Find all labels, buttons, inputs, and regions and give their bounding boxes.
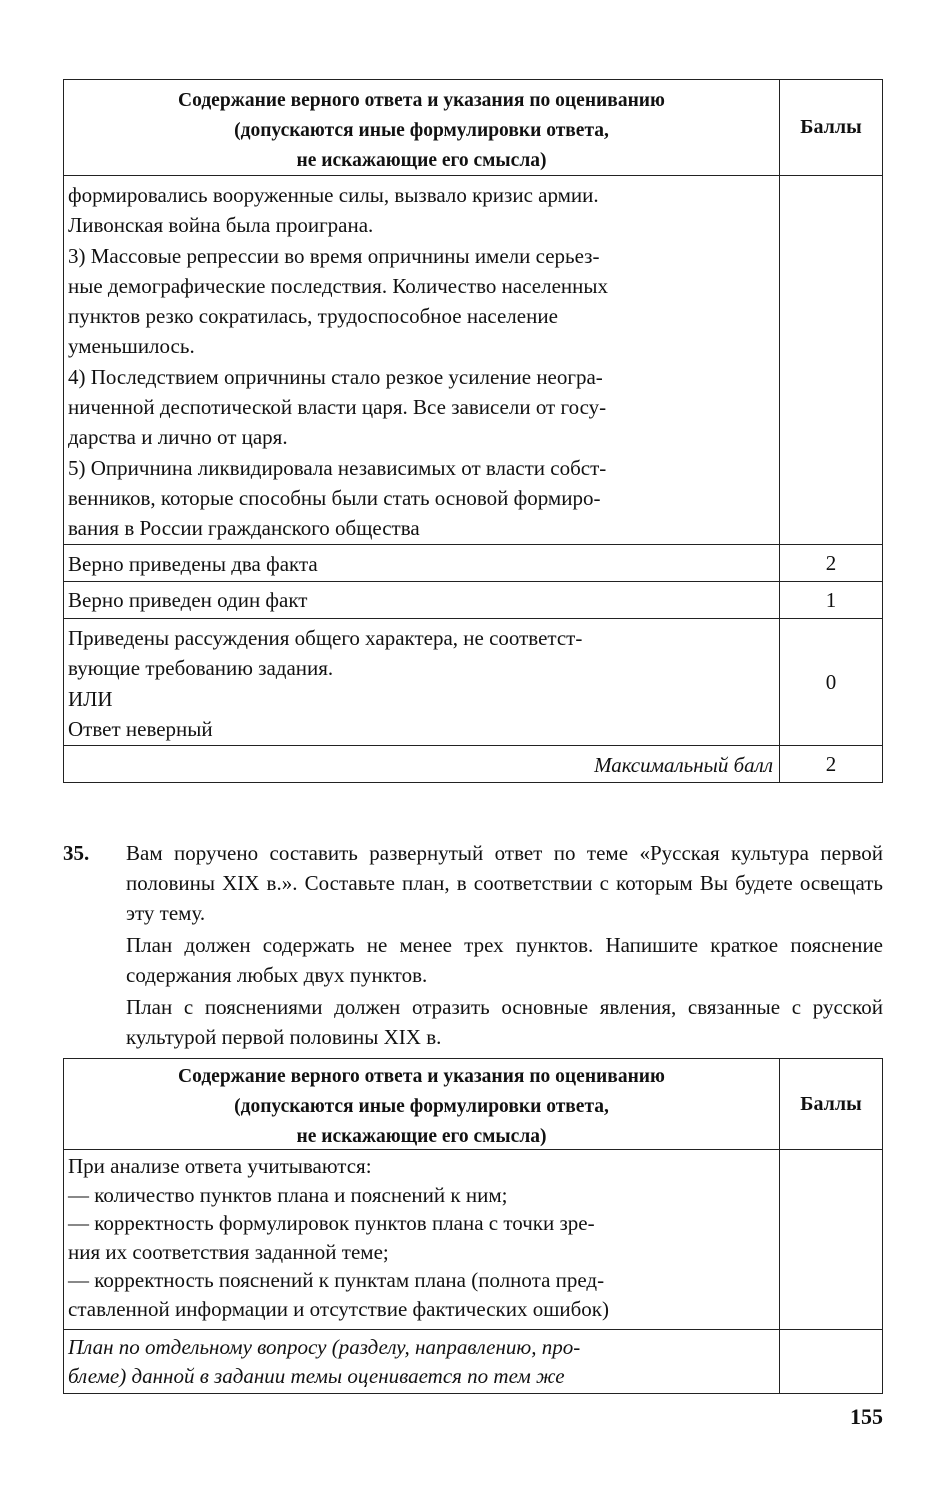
task-body — [126, 838, 883, 1052]
text-line: При анализе ответа учитываются: — [68, 1154, 372, 1178]
text-line: ниченной деспотической власти царя. Все зависели от госу- — [68, 395, 607, 420]
text-line: 4) Последствием опричнины стало резкое усиление неогра- — [68, 364, 603, 389]
header-line: Содержание верного ответа и указания по оцениванию — [178, 1066, 665, 1087]
task-paragraph: План с пояснениями должен отразить основные явления, связанные с русской культурой первой половины XIX в. — [126, 995, 883, 1049]
header-line: (допускаются иные формулировки ответа, — [234, 1096, 609, 1117]
scoring-table-2 — [63, 1058, 883, 1394]
header-score-cell: Баллы — [800, 1092, 862, 1115]
criteria-text-cell — [64, 582, 780, 618]
header-content-cell — [64, 1059, 780, 1149]
task-35 — [63, 838, 883, 1052]
text-line: уменьшилось. — [68, 334, 195, 359]
text-line: — корректность пояснений к пунктам плана (полнота пред- — [68, 1268, 605, 1292]
text-line: ставленной информации и отсутствие фактических ошибок) — [68, 1296, 609, 1321]
scoring-table-1 — [63, 79, 883, 783]
task-paragraph: Вам поручено составить развернутый ответ по теме «Русская культура первой половины XIX в.». Составьте план, в соответствии с которым Вы будете освещать эту тему. — [126, 841, 883, 925]
header-line: (допускаются иные формулировки ответа, — [234, 120, 609, 141]
task-number: 35. — [63, 841, 90, 865]
header-line: не искажающие его смысла) — [296, 1126, 547, 1147]
criteria-text-cell — [64, 1330, 780, 1393]
max-score-value: 2 — [825, 751, 837, 776]
text-line: 3) Массовые репрессии во время опричнины имели серьез- — [68, 243, 600, 268]
empty-score-cell — [780, 1150, 882, 1329]
text-line: Верно приведен один факт — [68, 588, 308, 612]
max-score-row — [64, 745, 882, 782]
empty-score-cell — [780, 1330, 882, 1393]
header-score-cell: Баллы — [800, 116, 862, 138]
text-line: — корректность формулировок пунктов плана с точки зре- — [68, 1211, 595, 1235]
answer-content-row — [64, 175, 882, 544]
criteria-text-cell — [64, 1150, 780, 1329]
criteria-row — [64, 1329, 882, 1393]
text-line: Приведены рассуждения общего характера, не соответст- — [68, 626, 583, 650]
table-header — [64, 1059, 882, 1149]
text-line: ные демографические последствия. Количество населенных — [68, 273, 609, 298]
text-line: блеме) данной в задании темы оценивается по тем же — [68, 1364, 565, 1388]
text-line: 5) Опричнина ликвидировала независимых от власти собст- — [68, 455, 607, 480]
text-line: вания в России гражданского общества — [68, 516, 420, 541]
page-number: 155 — [850, 1404, 883, 1429]
text-line: — количество пунктов плана и пояснений к ним; — [68, 1182, 508, 1207]
text-line: вующие требованию задания. — [68, 656, 334, 681]
text-line: Ответ неверный — [68, 716, 213, 741]
task-paragraph: План должен содержать не менее трех пунктов. Напишите краткое пояснение содержания любых двух пунктов. — [126, 933, 883, 987]
answer-content-cell — [64, 176, 780, 544]
text-line: дарства и лично от царя. — [68, 425, 288, 450]
text-line: ИЛИ — [68, 686, 113, 711]
criteria-score: 2 — [825, 550, 837, 575]
table-header — [64, 80, 882, 175]
text-line: пунктов резко сократилась, трудоспособное население — [68, 304, 558, 329]
criteria-row — [64, 544, 882, 581]
header-line: Содержание верного ответа и указания по оцениванию — [178, 90, 665, 111]
criteria-row — [64, 581, 882, 618]
criteria-text-cell — [64, 545, 780, 581]
max-score-label: Максимальный балл — [64, 746, 780, 782]
criteria-row — [64, 618, 882, 745]
text-line: Верно приведены два факта — [68, 552, 318, 576]
text-line: венников, которые способны были стать основой формиро- — [68, 485, 601, 510]
empty-score-cell — [780, 176, 882, 544]
text-line: Ливонская война была проиграна. — [68, 213, 374, 238]
header-line: не искажающие его смысла) — [296, 150, 547, 171]
text-line: ния их соответствия заданной теме; — [68, 1239, 389, 1264]
criteria-score: 0 — [825, 669, 837, 694]
text-line: План по отдельному вопросу (разделу, направлению, про- — [68, 1335, 581, 1359]
criteria-score: 1 — [825, 587, 837, 612]
text-line: формировались вооруженные силы, вызвало кризис армии. — [68, 183, 599, 207]
criteria-text-cell — [64, 619, 780, 745]
header-content-cell — [64, 80, 780, 175]
criteria-row — [64, 1149, 882, 1329]
